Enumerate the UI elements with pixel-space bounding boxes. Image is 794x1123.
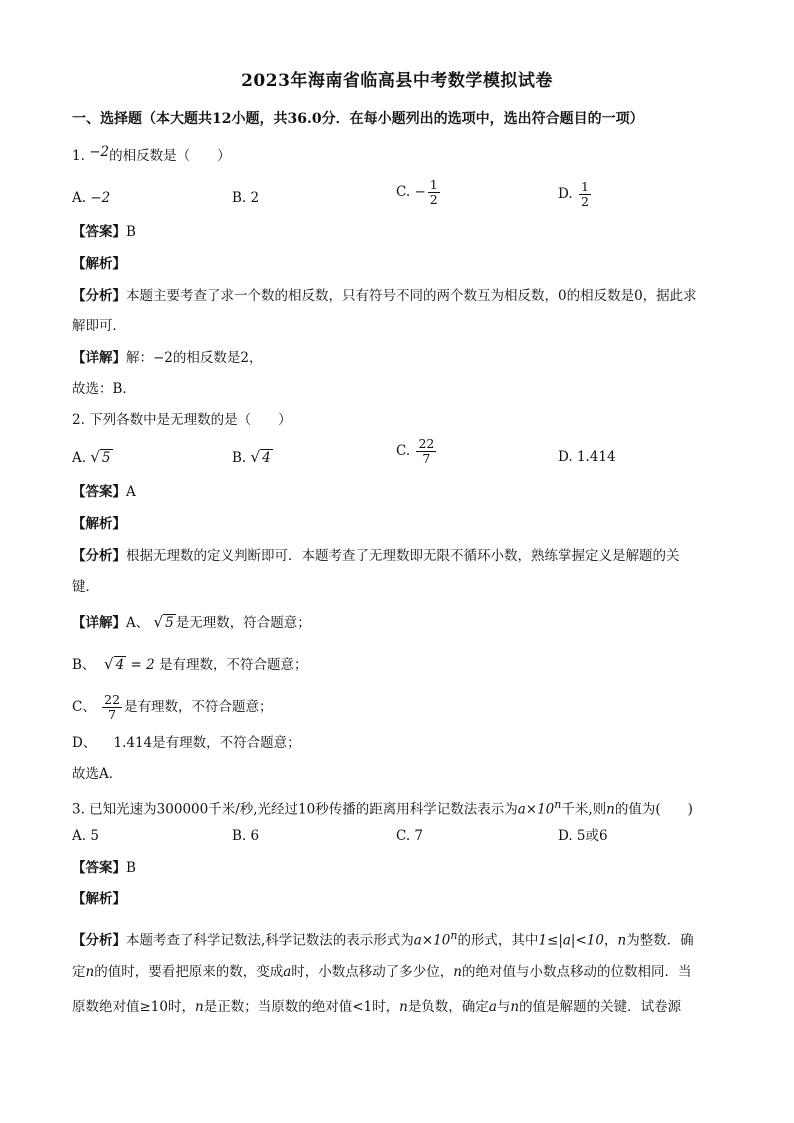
q2-option-d: D. 1.414 bbox=[558, 449, 616, 465]
fraction: $\frac{1}{2}$ bbox=[429, 177, 438, 207]
q1-answer: 【答案】B bbox=[72, 224, 136, 240]
q3-option-c: C. 7 bbox=[396, 828, 424, 844]
q3-option-d: D. 5或6 bbox=[558, 828, 608, 844]
section-heading: 一、选择题（本大题共12小题，共36.0分．在每小题列出的选项中，选出符合题目的一项） bbox=[72, 111, 644, 127]
q1-option-c: C. − $\frac{1}{2}$ bbox=[396, 177, 438, 207]
q2-stem: 2. 下列各数中是无理数的是（ ） bbox=[72, 412, 292, 428]
q3-fenxi-line1: 【分析】本题考查了科学记数法,科学记数法的表示形式为$a\times 10^n$的形式，其中1≤|a|<10，n为整数．确 bbox=[72, 929, 694, 949]
q1-option-d: D. $\frac{1}{2}$ bbox=[558, 179, 589, 209]
q3-option-b: B. 6 bbox=[232, 828, 260, 844]
fraction: $\frac{22}{7}$ bbox=[104, 692, 121, 722]
q2-fenxi-cont: 键． bbox=[72, 579, 99, 595]
q2-detail-b: B、 √ 4 = 2 是有理数，不符合题意； bbox=[72, 655, 308, 673]
q2-option-c: C. $\frac{22}{7}$ bbox=[396, 436, 435, 466]
sqrt: √ 5 bbox=[153, 613, 174, 631]
q1-analysis-heading: 【解析】 bbox=[72, 256, 126, 272]
q3-answer: 【答案】B bbox=[72, 860, 136, 876]
q2-choose: 故选A． bbox=[72, 766, 123, 782]
q2-detail-d: D、 1.414是有理数，不符合题意； bbox=[72, 735, 301, 751]
q3-option-a: A. 5 bbox=[72, 828, 99, 844]
page-title: 2023年海南省临高县中考数学模拟试卷 bbox=[241, 71, 553, 91]
sqrt: √ 5 bbox=[90, 448, 111, 466]
sqrt: √ 4 bbox=[104, 655, 125, 673]
q2-fenxi: 【分析】根据无理数的定义判断即可．本题考查了无理数即无限不循环小数，熟练掌握定义是解题的关 bbox=[72, 548, 680, 564]
q1-detail: 【详解】解：−2的相反数是2， bbox=[72, 350, 263, 366]
q3-analysis-heading: 【解析】 bbox=[72, 891, 126, 907]
q1-option-b: B. 2 bbox=[232, 190, 260, 206]
q3-stem: 3. 已知光速为300000千米/秒,光经过10秒传播的距离用科学记数法表示为$a\times 10^n$千米,则n的值为( ) bbox=[72, 798, 693, 818]
q2-option-b: B. √ 4 bbox=[232, 448, 271, 466]
q2-answer: 【答案】A bbox=[72, 484, 136, 500]
sqrt: √ 4 bbox=[250, 448, 271, 466]
q1-fenxi-cont: 解即可． bbox=[72, 318, 126, 334]
q1-stem: 1. −2的相反数是（ ） bbox=[72, 144, 231, 164]
q3-fenxi-line2: 定n的值时，要看把原来的数，变成a时，小数点移动了多少位，n的绝对值与小数点移动的位数相同．当 bbox=[72, 964, 692, 980]
q2-detail-a: 【详解】A、 √ 5 是无理数，符合题意； bbox=[72, 613, 311, 631]
q2-analysis-heading: 【解析】 bbox=[72, 516, 126, 532]
fraction: $\frac{1}{2}$ bbox=[580, 179, 589, 209]
fraction: $\frac{22}{7}$ bbox=[418, 436, 435, 466]
q1-option-a: A. −2 bbox=[72, 190, 111, 206]
q2-option-a: A. √ 5 bbox=[72, 448, 111, 466]
q1-fenxi: 【分析】本题主要考查了求一个数的相反数，只有符号不同的两个数互为相反数，0的相反数是0，据此求 bbox=[72, 288, 697, 304]
q3-fenxi-line3: 原数绝对值≥10时，n是正数；当原数的绝对值<1时，n是负数，确定a与n的值是解题的关键．试卷源 bbox=[72, 999, 682, 1015]
q1-choose: 故选：B． bbox=[72, 381, 136, 397]
q2-detail-c: C、 $\frac{22}{7}$ 是有理数，不符合题意； bbox=[72, 692, 273, 722]
